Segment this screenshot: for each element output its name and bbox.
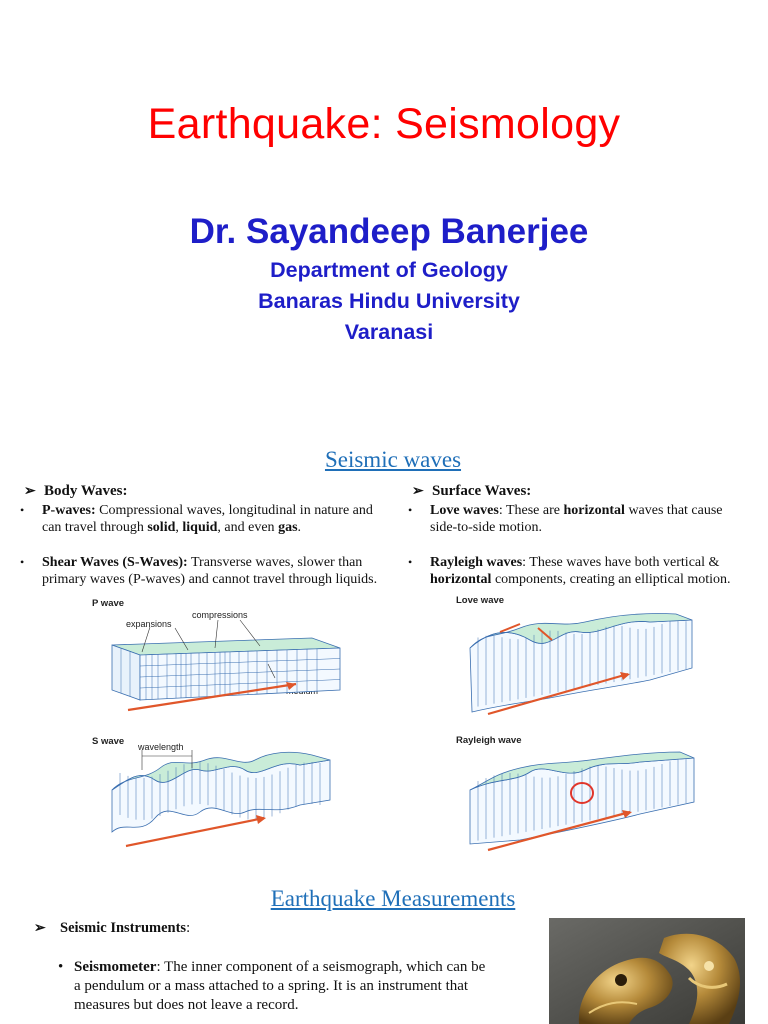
bullet-dot-icon: •: [58, 959, 64, 975]
arrow-bullet-icon: ➢: [34, 921, 46, 936]
expansions-label: expansions: [126, 619, 172, 629]
author-name: Dr. Sayandeep Banerjee: [189, 212, 589, 251]
body-waves-heading: ➢ Body Waves:: [24, 483, 128, 499]
rayleigh-waves-term: Rayleigh waves: [430, 555, 523, 570]
p-wave-label: P wave: [92, 598, 125, 609]
bullet-dot-icon: •: [408, 503, 413, 517]
p-waves-item: • P-waves: Compressional waves, longitudinal in nature and can travel through solid, liquid, and even gas.: [20, 503, 373, 535]
rayleigh-wave-label: Rayleigh wave: [456, 735, 522, 746]
p-waves-term: P-waves:: [42, 503, 96, 518]
wavelength-label: wavelength: [138, 742, 184, 752]
love-waves-item: • Love waves: These are horizontal waves that cause side-to-side motion.: [408, 503, 723, 535]
love-waves-term: Love waves: [430, 503, 499, 518]
page-title: Earthquake: Seismology: [147, 100, 621, 148]
department: Department of Geology: [270, 258, 508, 282]
seismic-instruments-heading: ➢ Seismic Instruments:: [34, 920, 191, 936]
compressions-label: compressions: [192, 610, 248, 620]
surface-waves-heading: ➢ Surface Waves:: [412, 483, 532, 499]
city: Varanasi: [344, 320, 434, 344]
seismic-waves-heading: Seismic waves: [324, 447, 462, 472]
rayleigh-waves-item: • Rayleigh waves: These waves have both vertical & horizontal components, creating an elliptical motion.: [408, 555, 731, 587]
bullet-dot-icon: •: [408, 555, 413, 569]
bullet-dot-icon: •: [20, 555, 25, 569]
bullet-dot-icon: •: [20, 503, 25, 517]
arrow-bullet-icon: ➢: [412, 484, 424, 499]
seismometer-term: Seismometer: [74, 959, 157, 975]
seismoscope-photo: [549, 918, 745, 1024]
love-wave-label: Love wave: [456, 595, 505, 606]
arrow-bullet-icon: ➢: [24, 484, 36, 499]
s-waves-term: Shear Waves (S-Waves):: [42, 555, 188, 570]
university: Banaras Hindu University: [258, 289, 520, 313]
measurements-heading: Earthquake Measurements: [270, 886, 516, 911]
s-wave-label: S wave: [92, 736, 125, 747]
seismometer-item: • Seismometer: The inner component of a seismograph, which can be a pendulum or a mass attached to a spring. It is an instrument that measures but does not leave a record.: [58, 959, 486, 1013]
s-waves-item: • Shear Waves (S-Waves): Transverse waves, slower than primary waves (P-waves) and cannot travel through liquids.: [20, 555, 378, 587]
